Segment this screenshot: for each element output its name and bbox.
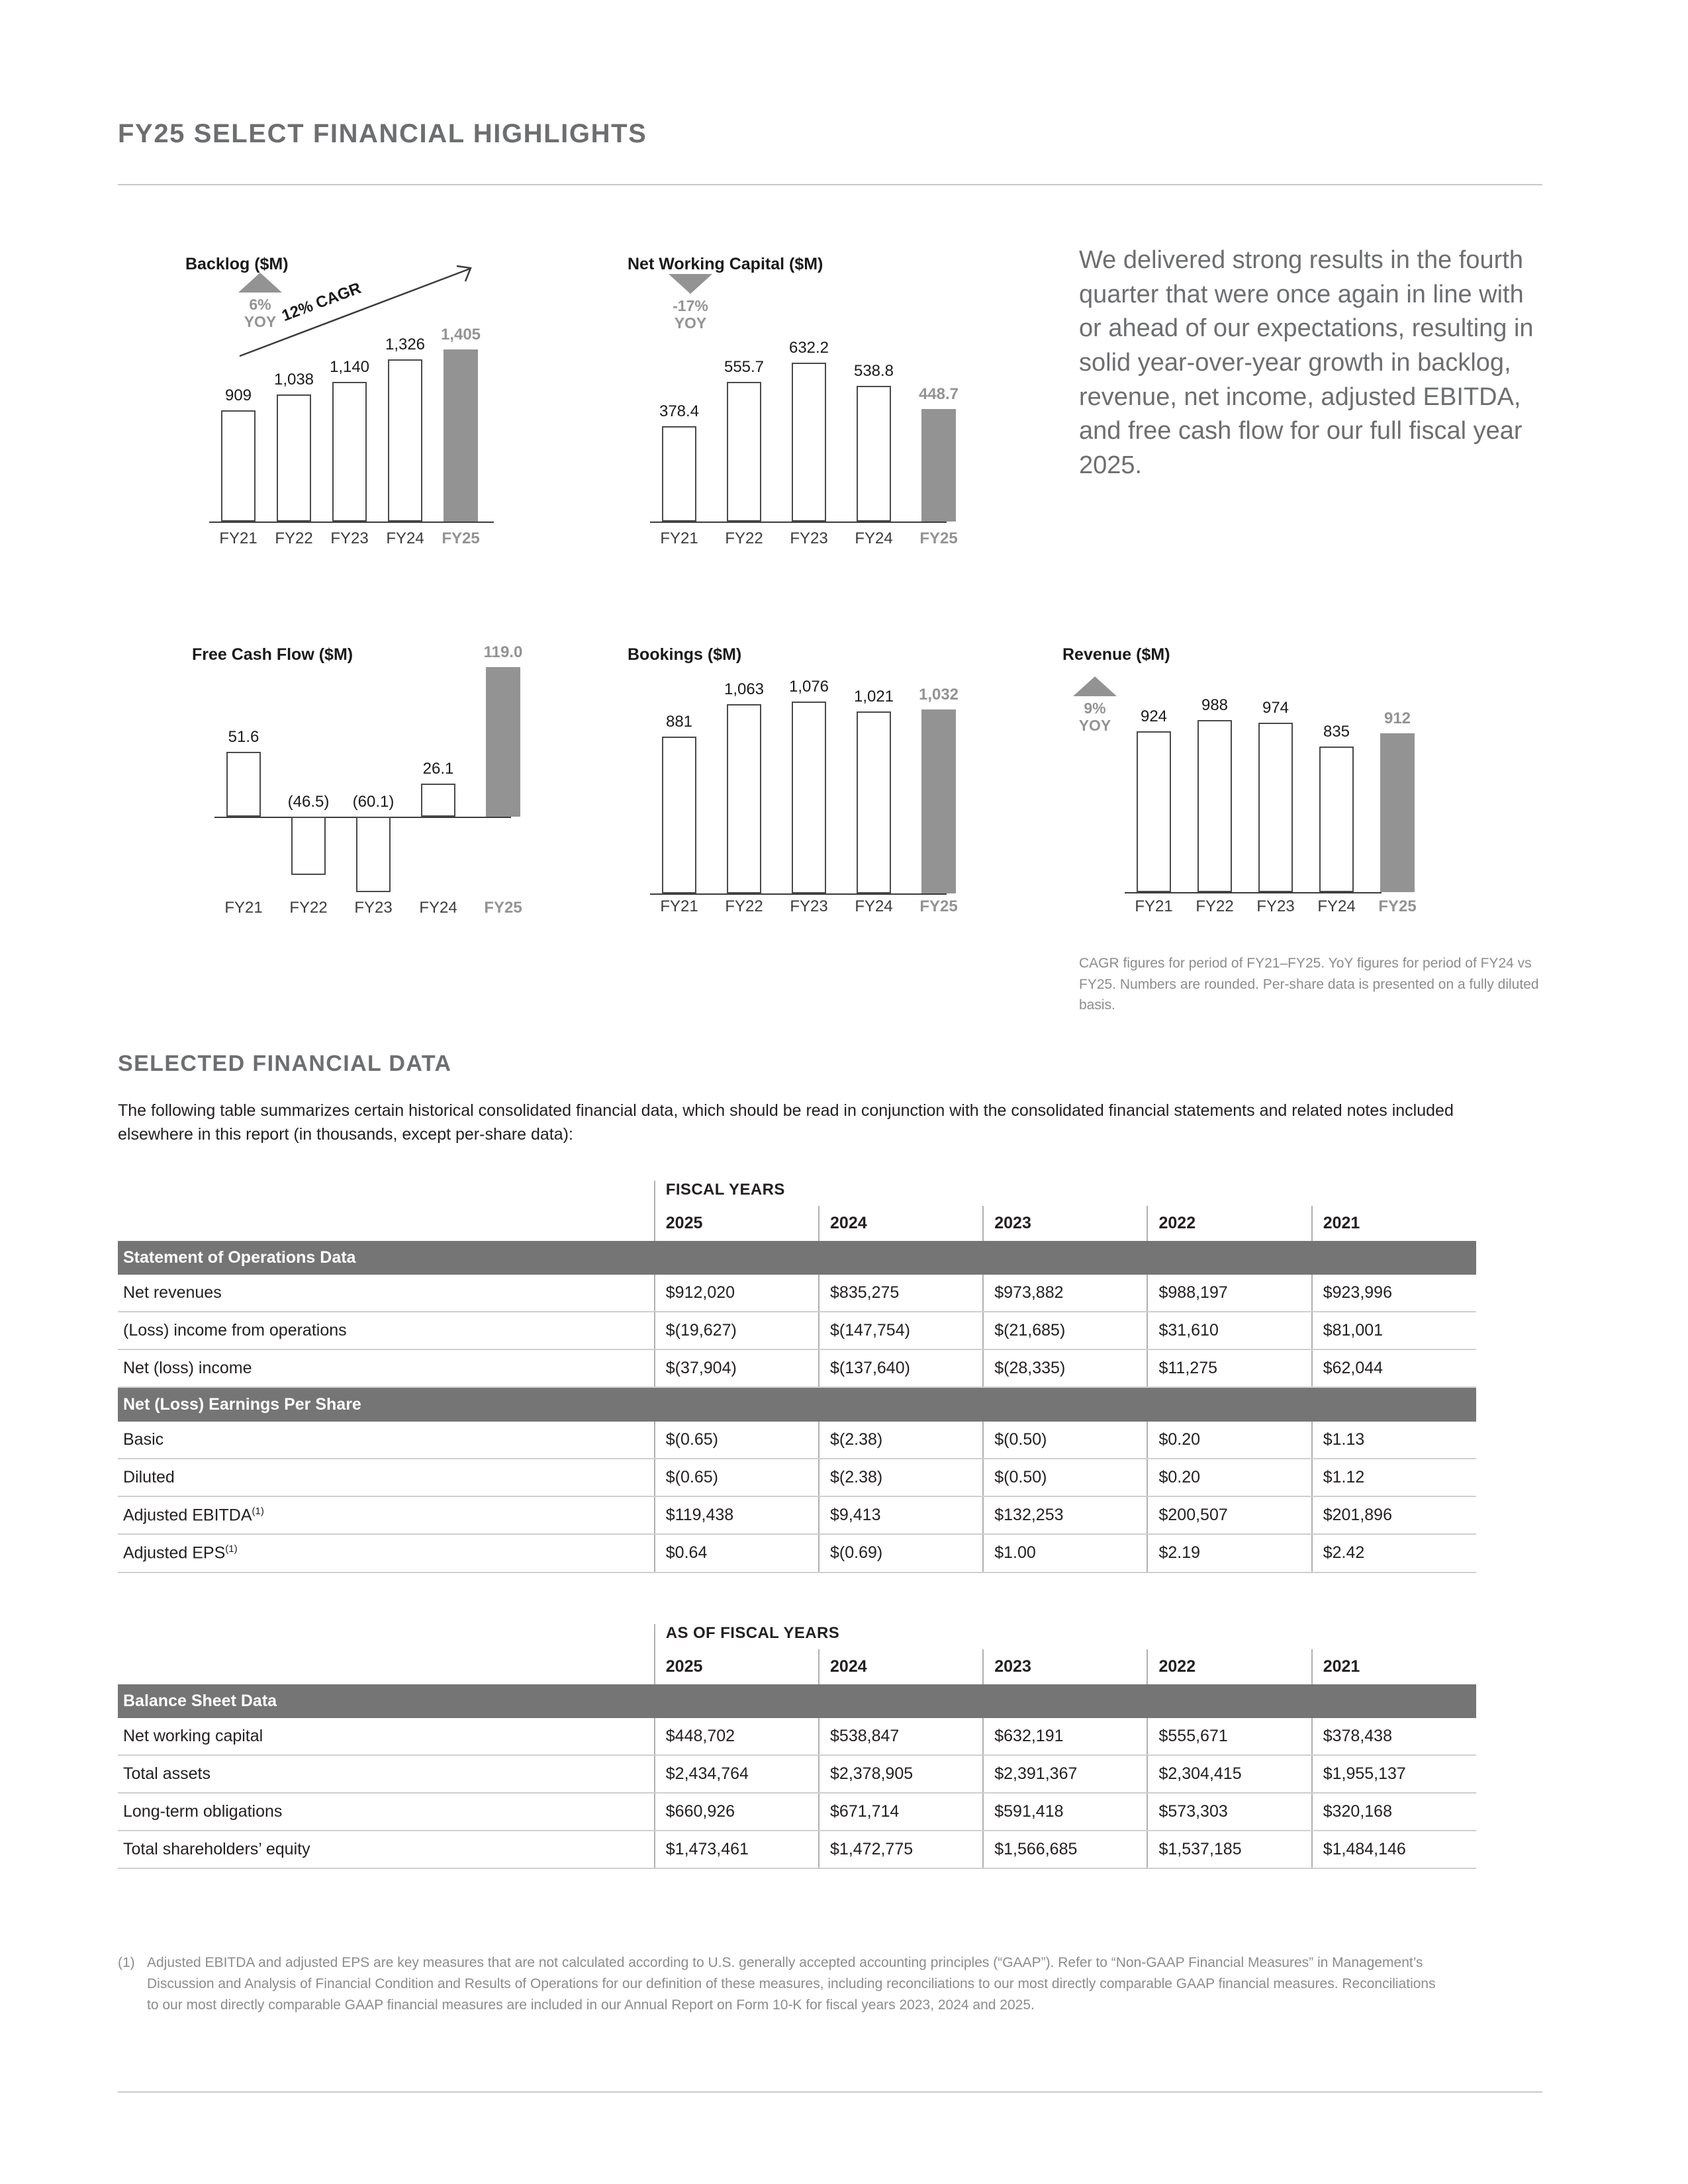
chart-bar-value-label: 835 <box>1323 723 1350 741</box>
chart-bar <box>1319 747 1354 892</box>
column-header-2022: 2022 <box>1147 1206 1311 1241</box>
chart-bar-value-label: 51.6 <box>228 727 259 746</box>
chart-x-axis-label: FY25 <box>919 529 958 547</box>
chart-x-axis-label: FY21 <box>1135 897 1173 915</box>
table-cell-value: $(137,640) <box>819 1349 983 1387</box>
chart-axis-line <box>209 522 494 523</box>
row-label: Total shareholders’ equity <box>118 1831 655 1868</box>
table-cell-value: $(21,685) <box>983 1312 1147 1349</box>
chart-x-axis-label: FY24 <box>855 897 893 915</box>
chart-x-axis-label: FY25 <box>442 529 480 547</box>
table-cell-value: $132,253 <box>983 1496 1147 1534</box>
chart-bar <box>1197 720 1232 892</box>
row-label: Net working capital <box>118 1718 655 1755</box>
chart-axis-line <box>650 522 947 523</box>
footnote-reference: (1) <box>225 1543 238 1555</box>
chart-x-axis-label: FY24 <box>855 529 893 547</box>
table-row <box>118 1459 1476 1496</box>
chart-net-working-capital-plot <box>628 277 959 555</box>
row-label: Adjusted EBITDA$^{(1)}$ <box>118 1496 655 1534</box>
chart-bar-value-label: 924 <box>1140 707 1168 725</box>
chart-free-cash-flow <box>192 645 523 919</box>
chart-x-axis-label: FY23 <box>354 899 393 917</box>
chart-bar <box>727 704 761 893</box>
charts-footnote: CAGR figures for period of FY21–FY25. YoY figures for period of FY24 vs FY25. Numbers are rounded. Per-share data is presented on a fully diluted basis. <box>1079 956 1539 1013</box>
table-section-band-label: Balance Sheet Data <box>118 1684 1476 1718</box>
chart-bar <box>921 409 956 522</box>
table-section-band-label: Net (Loss) Earnings Per Share <box>118 1387 1476 1422</box>
chart-net-working-capital-title: Net Working Capital ($M) <box>628 255 823 273</box>
table-cell-value: $31,610 <box>1147 1312 1311 1349</box>
row-label: Basic <box>118 1422 655 1459</box>
table-section-band <box>118 1684 1476 1718</box>
table-cell-value: $11,275 <box>1147 1349 1311 1387</box>
table-cell-value: $0.20 <box>1147 1459 1311 1496</box>
footnote-text: Adjusted EBITDA and adjusted EPS are key measures that are not calculated according to U.S. generally accepted accounting principles (“GAAP”). Refer to “Non-GAAP Financial Measures” in Management’s Discussion and Analysis of Financial Condition and Results of Operations for our definition of these measures, including reconciliations to our most directly comparable GAAP financial measures. Reconciliations to our most directly comparable GAAP financial measures are included in our Annual Report on Form 10-K for fiscal years 2023, 2024 and 2025. <box>147 1955 1436 2013</box>
chart-x-axis-label: FY24 <box>1317 897 1356 915</box>
chart-bar-value-label: 909 <box>224 386 252 404</box>
footer-divider <box>118 2091 1542 2093</box>
table-cell-value: $(0.65) <box>655 1459 819 1496</box>
table-section-band <box>118 1387 1476 1422</box>
chart-bar-value-label: 555.7 <box>724 358 765 377</box>
chart-bar <box>662 426 696 522</box>
chart-x-axis-label: FY23 <box>1256 897 1295 915</box>
table-cell-value: $1.13 <box>1312 1422 1476 1459</box>
chart-bar-value-label: 1,063 <box>724 680 765 698</box>
balance-caption: AS OF FISCAL YEARS <box>655 1624 1476 1649</box>
operations-caption-row <box>118 1181 1476 1206</box>
table-cell-value: $1,472,775 <box>819 1831 983 1868</box>
chart-x-axis-label: FY23 <box>790 897 828 915</box>
chart-x-axis-label: FY21 <box>660 897 698 915</box>
table-cell-value: $(0.65) <box>655 1422 819 1459</box>
balance-caption-row <box>118 1624 1476 1649</box>
table-statement-of-operations <box>118 1181 1476 1573</box>
chart-bar <box>921 709 956 893</box>
table-cell-value: $1,537,185 <box>1147 1831 1311 1868</box>
page-title: FY25 SELECT FINANCIAL HIGHLIGHTS <box>118 119 647 148</box>
row-label: Total assets <box>118 1755 655 1793</box>
table-cell-value: $835,275 <box>819 1275 983 1312</box>
yoy-unit: YOY <box>1078 717 1111 735</box>
table-cell-value: $(19,627) <box>655 1312 819 1349</box>
table-row <box>118 1718 1476 1755</box>
table-cell-value: $200,507 <box>1147 1496 1311 1534</box>
table-header-blank-cell <box>118 1206 655 1241</box>
table-corner-cell <box>118 1181 655 1206</box>
table-cell-value: $573,303 <box>1147 1793 1311 1831</box>
chart-bar-value-label: 881 <box>665 712 693 731</box>
chart-bar-value-label: 26.1 <box>422 760 454 778</box>
table-row <box>118 1831 1476 1868</box>
table-cell-value: $591,418 <box>983 1793 1147 1831</box>
chart-bar <box>486 667 520 817</box>
chart-axis-line <box>1125 892 1382 893</box>
table-cell-value: $632,191 <box>983 1718 1147 1755</box>
table-cell-value: $555,671 <box>1147 1718 1311 1755</box>
table-cell-value: $1.12 <box>1312 1459 1476 1496</box>
table-row <box>118 1534 1476 1572</box>
column-header-2025: 2025 <box>655 1206 819 1241</box>
table-cell-value: $(28,335) <box>983 1349 1147 1387</box>
chart-bar-value-label: 119.0 <box>483 643 523 661</box>
table-cell-value: $2,434,764 <box>655 1755 819 1793</box>
table-balance-sheet <box>118 1624 1476 1869</box>
chart-x-axis-label: FY21 <box>219 529 258 547</box>
table-row <box>118 1496 1476 1534</box>
chart-x-axis-label: FY23 <box>790 529 828 547</box>
chart-x-axis-label: FY25 <box>484 899 522 917</box>
chart-bar <box>1258 723 1293 892</box>
chart-free-cash-flow-title: Free Cash Flow ($M) <box>192 645 353 664</box>
header-divider <box>118 184 1542 185</box>
chart-bar-value-label: 378.4 <box>659 402 700 421</box>
chart-x-axis-label: FY21 <box>660 529 698 547</box>
chart-bookings-title: Bookings ($M) <box>628 645 742 664</box>
table-cell-value: $671,714 <box>819 1793 983 1831</box>
row-label: Long-term obligations <box>118 1793 655 1831</box>
section-title-selected-financial-data: SELECTED FINANCIAL DATA <box>118 1051 452 1076</box>
chart-bar-value-label: 1,032 <box>918 685 959 704</box>
column-header-2021: 2021 <box>1312 1649 1476 1684</box>
table-row <box>118 1349 1476 1387</box>
chart-bar-value-label: 988 <box>1201 696 1229 714</box>
chart-bar-value-label: 538.8 <box>853 362 894 381</box>
row-label: (Loss) income from operations <box>118 1312 655 1349</box>
row-label: Net revenues <box>118 1275 655 1312</box>
chart-bar <box>356 817 391 892</box>
table-cell-value: $660,926 <box>655 1793 819 1831</box>
yoy-unit: YOY <box>674 314 707 332</box>
table-cell-value: $2.19 <box>1147 1534 1311 1572</box>
chart-revenue-plot <box>1062 667 1417 919</box>
table-cell-value: $9,413 <box>819 1496 983 1534</box>
chart-bar-value-label: 912 <box>1383 709 1411 727</box>
chart-bookings-plot <box>628 667 959 919</box>
column-header-2023: 2023 <box>983 1649 1147 1684</box>
chart-bar-value-label: 1,326 <box>385 335 426 353</box>
table-cell-value: $201,896 <box>1312 1496 1476 1534</box>
table-cell-value: $378,438 <box>1312 1718 1476 1755</box>
table-section-band-label: Statement of Operations Data <box>118 1241 1476 1275</box>
table-corner-cell <box>118 1624 655 1649</box>
table-cell-value: $1,484,146 <box>1312 1831 1476 1868</box>
footnote-marker: (1) <box>118 1955 135 1970</box>
yoy-percent: 9% <box>1084 700 1106 717</box>
chart-bar <box>662 737 696 893</box>
table-cell-value: $1,955,137 <box>1312 1755 1476 1793</box>
chart-bar-value-label: 1,076 <box>788 678 829 696</box>
chart-bar-value-label: (60.1) <box>352 792 395 811</box>
table-cell-value: $1,473,461 <box>655 1831 819 1868</box>
chart-bar-value-label: 1,021 <box>853 687 894 705</box>
chart-x-axis-label: FY22 <box>725 897 763 915</box>
chart-bar <box>291 817 326 875</box>
table-section-band <box>118 1241 1476 1275</box>
chart-bar <box>221 410 256 522</box>
table-cell-value: $(147,754) <box>819 1312 983 1349</box>
chart-x-axis-label: FY22 <box>275 529 313 547</box>
yoy-indicator <box>1058 676 1131 735</box>
chart-bookings <box>628 645 959 919</box>
chart-x-axis-label: FY24 <box>386 529 424 547</box>
table-cell-value: $320,168 <box>1312 1793 1476 1831</box>
arrow-down-icon <box>669 274 712 294</box>
table-row <box>118 1755 1476 1793</box>
chart-bar-value-label: 1,038 <box>273 370 314 388</box>
table-header-blank-cell <box>118 1649 655 1684</box>
chart-x-axis-label: FY22 <box>725 529 763 547</box>
table-cell-value: $119,438 <box>655 1496 819 1534</box>
column-header-2022: 2022 <box>1147 1649 1311 1684</box>
table-cell-value: $2,391,367 <box>983 1755 1147 1793</box>
chart-bar-value-label: 1,140 <box>329 358 370 377</box>
chart-x-axis-label: FY25 <box>1378 897 1417 915</box>
chart-bar-value-label: 1,405 <box>440 326 481 343</box>
column-header-2024: 2024 <box>819 1206 983 1241</box>
table-footnote <box>118 1952 1442 2016</box>
chart-bar <box>388 359 422 522</box>
table-cell-value: $448,702 <box>655 1718 819 1755</box>
chart-bar <box>1380 733 1415 892</box>
cagr-trend-arrow-icon <box>237 258 502 377</box>
chart-bar <box>332 382 367 522</box>
chart-backlog-title: Backlog ($M) <box>185 255 289 273</box>
table-cell-value: $(0.50) <box>983 1422 1147 1459</box>
chart-revenue-title: Revenue ($M) <box>1062 645 1170 664</box>
chart-bar <box>792 363 826 522</box>
table-cell-value: $2.42 <box>1312 1534 1476 1572</box>
chart-bar-value-label: 974 <box>1262 698 1289 717</box>
chart-x-axis-label: FY25 <box>919 897 958 915</box>
yoy-percent: -17% <box>673 297 708 314</box>
table-row <box>118 1793 1476 1831</box>
table-cell-value: $923,996 <box>1312 1275 1476 1312</box>
chart-x-axis-label: FY22 <box>289 899 328 917</box>
arrow-up-icon <box>1073 676 1117 696</box>
chart-x-axis-label: FY22 <box>1196 897 1234 915</box>
table-cell-value: $81,001 <box>1312 1312 1476 1349</box>
operations-header-row <box>118 1206 1476 1241</box>
table-cell-value: $2,304,415 <box>1147 1755 1311 1793</box>
table-cell-value: $(2.38) <box>819 1422 983 1459</box>
chart-x-axis-label: FY23 <box>330 529 369 547</box>
balance-header-row <box>118 1649 1476 1684</box>
row-label: Diluted <box>118 1459 655 1496</box>
table-cell-value: $973,882 <box>983 1275 1147 1312</box>
column-header-2023: 2023 <box>983 1206 1147 1241</box>
table-cell-value: $2,378,905 <box>819 1755 983 1793</box>
chart-bar <box>792 702 826 893</box>
chart-bar <box>727 382 761 522</box>
table-cell-value: $0.20 <box>1147 1422 1311 1459</box>
table-row <box>118 1422 1476 1459</box>
chart-backlog <box>185 255 516 555</box>
row-label: Adjusted EPS$^{(1)}$ <box>118 1534 655 1572</box>
table-cell-value: $(0.50) <box>983 1459 1147 1496</box>
chart-net-working-capital <box>628 255 959 555</box>
chart-bar-value-label: 632.2 <box>788 339 829 357</box>
chart-bar <box>226 752 261 817</box>
table-cell-value: $912,020 <box>655 1275 819 1312</box>
chart-bar <box>1137 731 1171 892</box>
cagr-label: 12% CAGR <box>279 279 364 326</box>
chart-bar <box>857 386 891 522</box>
table-cell-value: $988,197 <box>1147 1275 1311 1312</box>
operations-caption: FISCAL YEARS <box>655 1181 1476 1206</box>
column-header-2025: 2025 <box>655 1649 819 1684</box>
table-cell-value: $62,044 <box>1312 1349 1476 1387</box>
chart-revenue <box>1062 645 1417 919</box>
footnote-reference: (1) <box>252 1506 264 1517</box>
column-header-2024: 2024 <box>819 1649 983 1684</box>
table-cell-value: $538,847 <box>819 1718 983 1755</box>
chart-bar-value-label: (46.5) <box>287 792 330 811</box>
table-cell-value: $0.64 <box>655 1534 819 1572</box>
pull-quote: We delivered strong results in the fourth quarter that were once again in line with or ahead of our expectations, resulting in solid year-over-year growth in backlog, revenue, net income, adjusted EBITDA, and free cash flow for our full fiscal year 2025. <box>1079 246 1534 480</box>
yoy-unit: YOY <box>244 313 277 331</box>
row-label: Net (loss) income <box>118 1349 655 1387</box>
chart-axis-line <box>650 893 947 895</box>
table-cell-value: $1,566,685 <box>983 1831 1147 1868</box>
yoy-percent: 6% <box>249 296 271 313</box>
table-row <box>118 1275 1476 1312</box>
chart-x-axis-label: FY24 <box>419 899 457 917</box>
yoy-indicator <box>654 274 727 332</box>
table-cell-value: $(37,904) <box>655 1349 819 1387</box>
chart-bar <box>277 394 311 522</box>
column-header-2021: 2021 <box>1312 1206 1476 1241</box>
chart-bar <box>857 711 891 893</box>
table-cell-value: $(0.69) <box>819 1534 983 1572</box>
chart-backlog-plot <box>185 277 516 555</box>
table-cell-value: $1.00 <box>983 1534 1147 1572</box>
chart-x-axis-label: FY21 <box>224 899 263 917</box>
table-row <box>118 1312 1476 1349</box>
selected-financial-data-intro: The following table summarizes certain historical consolidated financial data, which should be read in conjunction with the consolidated financial statements and related notes included elsewhere in this report (in thousands, except per-share data): <box>118 1101 1454 1144</box>
table-cell-value: $(2.38) <box>819 1459 983 1496</box>
chart-bar <box>421 784 455 817</box>
chart-bar-value-label: 448.7 <box>918 385 959 403</box>
